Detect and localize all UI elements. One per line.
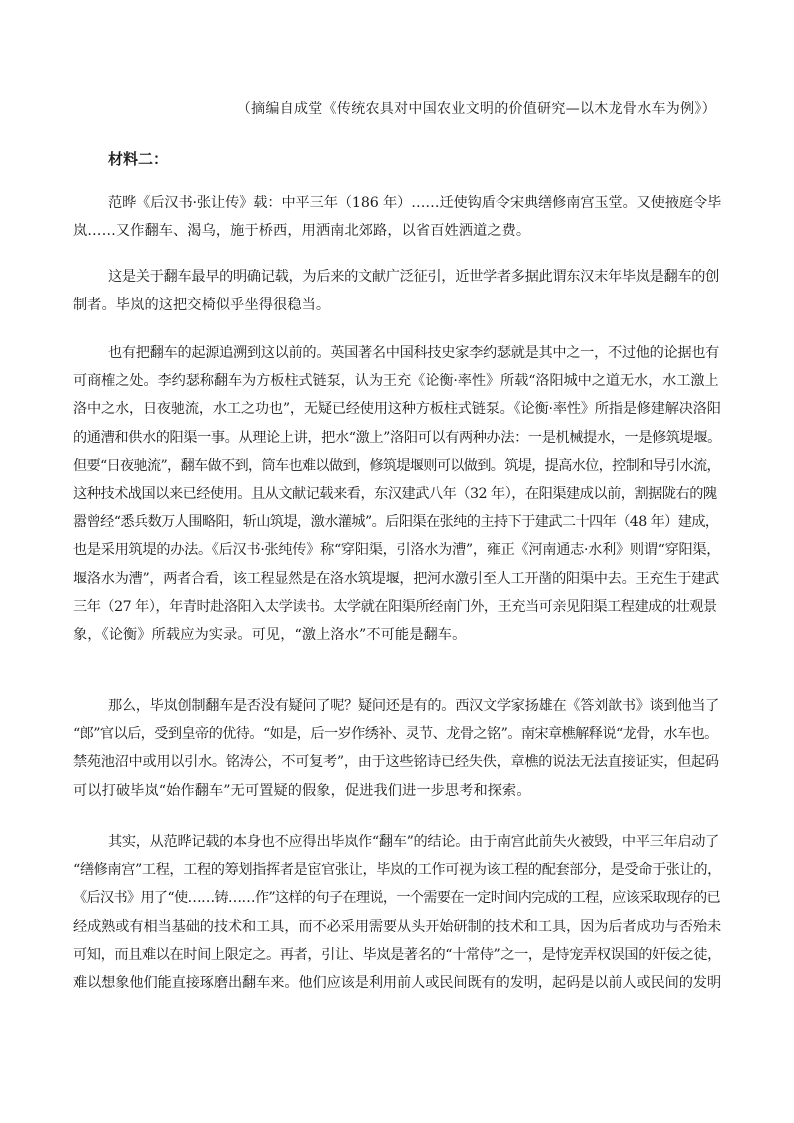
text-line: 可知，而且难以在时间上限定之。再者，引让、毕岚是著名的“十常侍”之一，是恃宠弄权误国的奸佞之徒， — [73, 946, 721, 963]
text-line: 范晔《后汉书·张让传》载：中平三年（186 年）……迁使钩盾令宋典缮修南宫玉堂。又使掖庭令毕 — [108, 195, 722, 211]
text-line: “缮修南宫”工程，工程的筹划指挥者是宦官张让，毕岚的工作可视为该工程的配套部分，是受命于张让的， — [73, 862, 721, 879]
text-line: 这是关于翻车最早的明确记载，为后来的文献广泛征引，近世学者多据此谓东汉末年毕岚是翻车的创 — [108, 269, 720, 285]
text-line: 这种技术战国以来已经使用。且从文献记载来看，东汉建武八年（32 年），在阳渠建成以前，割据陇右的隗 — [73, 486, 717, 503]
text-line: 《后汉书》用了“使……铸……作”这样的句子在理说，一个需要在一定时间内完成的工程，应该采取现存的已 — [73, 890, 721, 907]
text-line: 禁苑池沼中或用以引水。铭涛公，不可复考”，由于这些铭诗已经失佚，章樵的说法无法直接证实，但起码 — [73, 754, 719, 771]
paragraph-2 — [73, 263, 721, 319]
text-line: “郎”官以后，受到皇帝的优待。“如是，后一岁作绣补、灵节、龙骨之铭”。南宋章樵解释说“龙骨，水车也。 — [73, 726, 718, 743]
text-line: 那么，毕岚创制翻车是否没有疑问了呢？疑问还是有的。西汉文学家扬雄在《答刘歆书》谈到他当了 — [108, 698, 720, 714]
text-line: 难以想象他们能直接琢磨出翻车来。他们应该是利用前人或民间既有的发明，起码是以前人或民间的发明 — [73, 975, 722, 992]
text-line: 经成熟或有相当基础的技术和工具，而不必采用需要从头开始研制的技术和工具，因为后者成功与否殆未 — [73, 918, 722, 935]
text-line: 三年（27 年），年青时赴洛阳入太学读书。太学就在阳渠所经南门外，王充当可亲见阳渠工程建成的壮观景 — [73, 598, 717, 615]
paragraph-1 — [73, 189, 721, 245]
text-line: 也有把翻车的起源追溯到这以前的。英国著名中国科技史家李约瑟就是其中之一，不过他的论据也有 — [108, 345, 720, 361]
text-line: 洛中之水，日夜驰流，水工之功也”，无疑已经使用这种方板柱式链泵。《论衡·率性》所指是修建解决洛阳 — [73, 401, 721, 418]
text-line: 象，《论衡》所载应为实录。可见，“激上洛水”不可能是翻车。 — [73, 627, 467, 644]
paragraph-4 — [73, 692, 721, 805]
text-line: 可商榷之处。李约瑟称翻车为方板柱式链泵，认为王充《论衡·率性》所载“洛阳城中之道无水，水工激上 — [73, 373, 719, 390]
text-line: 也是采用筑堤的办法。《后汉书·张纯传》称“穿阳渠，引洛水为漕”，雍正《河南通志·水利》则谓“穿阳渠， — [73, 542, 721, 559]
section-heading: 材料二： — [108, 150, 169, 168]
text-line: 制者。毕岚的这把交椅似乎坐得很稳当。 — [73, 297, 331, 314]
text-line: 可以打破毕岚“始作翻车”无可置疑的假象，促进我们进一步思考和探索。 — [73, 782, 531, 799]
text-line: 的通漕和供水的阳渠一事。从理论上讲，把水“激上”洛阳可以有两种办法：一是机械提水，一是修筑堤堰。 — [73, 429, 721, 446]
text-line: 嚣曾经“悉兵数万人围略阳，斩山筑堤，激水灌城”。后阳渠在张纯的主持下于建武二十四年（48 年）建成， — [73, 514, 719, 531]
paragraph-3 — [73, 339, 721, 649]
paragraph-5 — [73, 828, 721, 997]
source-citation: （摘编自成堂《传统农具对中国农业文明的价值研究—以木龙骨水车为例》） — [236, 101, 716, 117]
text-line: 堰洛水为漕”，两者合看，该工程显然是在洛水筑堤堰，把河水激引至人工开凿的阳渠中去。王充生于建武 — [73, 570, 719, 587]
text-line: 其实，从范晔记载的本身也不应得出毕岚作“翻车”的结论。由于南宫此前失火被毁，中平三年启动了 — [108, 834, 720, 850]
text-line: 岚……又作翻车、渴乌，施于桥西，用洒南北郊路，以省百姓洒道之费。 — [73, 223, 531, 240]
text-line: 但要“日夜驰流”，翻车做不到，筒车也难以做到，修筑堤堰则可以做到。筑堤，提高水位，控制和导引水流， — [73, 457, 721, 474]
